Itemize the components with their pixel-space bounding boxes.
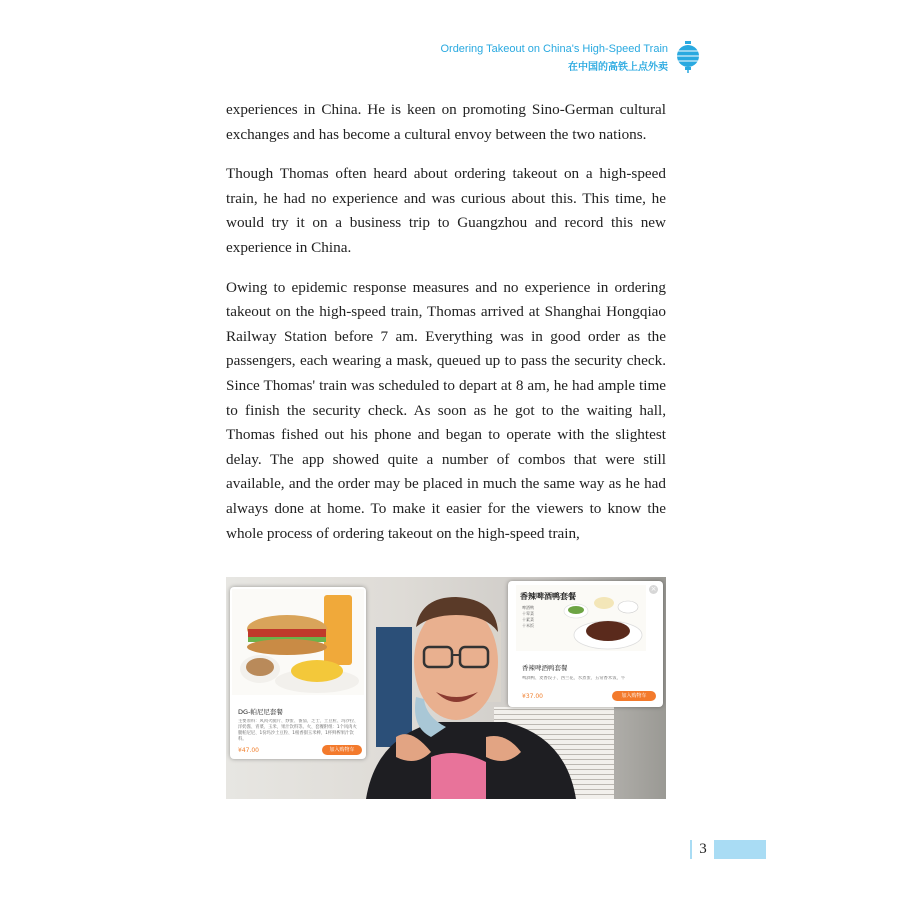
right-add-to-cart-button[interactable]: 加入购物车 xyxy=(612,691,656,701)
banner-item: 啤酒鸭 xyxy=(522,605,534,610)
paragraph-2: Though Thomas often heard about ordering takeout on a high-speed train, he had no experience and was curious about this. This time, he would try it on a business trip to Guangzhou and record this new experience in China. xyxy=(226,165,666,256)
duck-combo-image xyxy=(546,593,646,651)
header-title-en: Ordering Takeout on China's High-Speed Train xyxy=(440,43,668,55)
lantern-icon xyxy=(676,41,700,73)
right-card-title: 香辣啤酒鸭套餐 xyxy=(522,664,568,672)
banner-item: 十米饭 xyxy=(522,623,534,628)
paragraph-1: experiences in China. He is keen on promoting Sino-German cultural exchanges and has become a cultural envoy between the two nations. xyxy=(226,101,666,143)
banner-item: 十素菜 xyxy=(522,617,534,622)
right-product-card xyxy=(508,581,663,707)
banner-item: 十荤菜 xyxy=(522,611,534,616)
left-card-title: DG-帕尼尼套餐 xyxy=(238,708,283,716)
left-add-to-cart-button[interactable]: 加入购物车 xyxy=(322,745,362,755)
banner-title: 香辣啤酒鸭套餐 xyxy=(520,592,576,601)
panini-combo-image xyxy=(232,589,364,695)
close-icon[interactable]: × xyxy=(650,585,657,593)
right-card-description: 啤酒鸭、麦香饺子、西兰花、水煮蛋、五常香米饭、牛 xyxy=(522,676,626,681)
video-screenshot-photo xyxy=(226,577,666,799)
right-card-price: ¥37.00 xyxy=(522,693,543,700)
left-card-description: 主要原料：风肉火腿片、炒蛋、番茄、芝士、土豆粒、玛沙拉、洋奶酱、青菜、玉米、果汁饮料等。火、套餐附组：1个风肉火腿帕尼尼、1份玛沙土豆粒、1根香甜玉米棒、1杯鲜榨果汁饮料。 xyxy=(238,719,359,742)
left-card-price: ¥47.00 xyxy=(238,747,259,754)
duck-combo-banner xyxy=(516,585,646,651)
header-title-zh: 在中国的高铁上点外卖 xyxy=(568,62,668,73)
paragraph-3: Owing to epidemic response measures and no experience in ordering takeout on the high-speed train, Thomas arrived at Shanghai Hongqiao Railway Station before 7 am. Everything was in good order as the passengers, each wearing a mask, queued up to pass the security check. Since Thomas' train was scheduled to depart at 8 am, he had ample time to finish the security check. As soon as he got to the waiting hall, Thomas fished out his phone and began to operate with the slightest delay. The app showed quite a number of combos that were still available, and the order may be placed in much the same way as he had always done at home. To make it easier for the viewers to know the whole process of ordering takeout on the high-speed train, xyxy=(226,278,666,542)
page-number: 3 xyxy=(692,839,714,860)
body-text xyxy=(226,98,666,561)
left-product-card xyxy=(230,587,366,759)
